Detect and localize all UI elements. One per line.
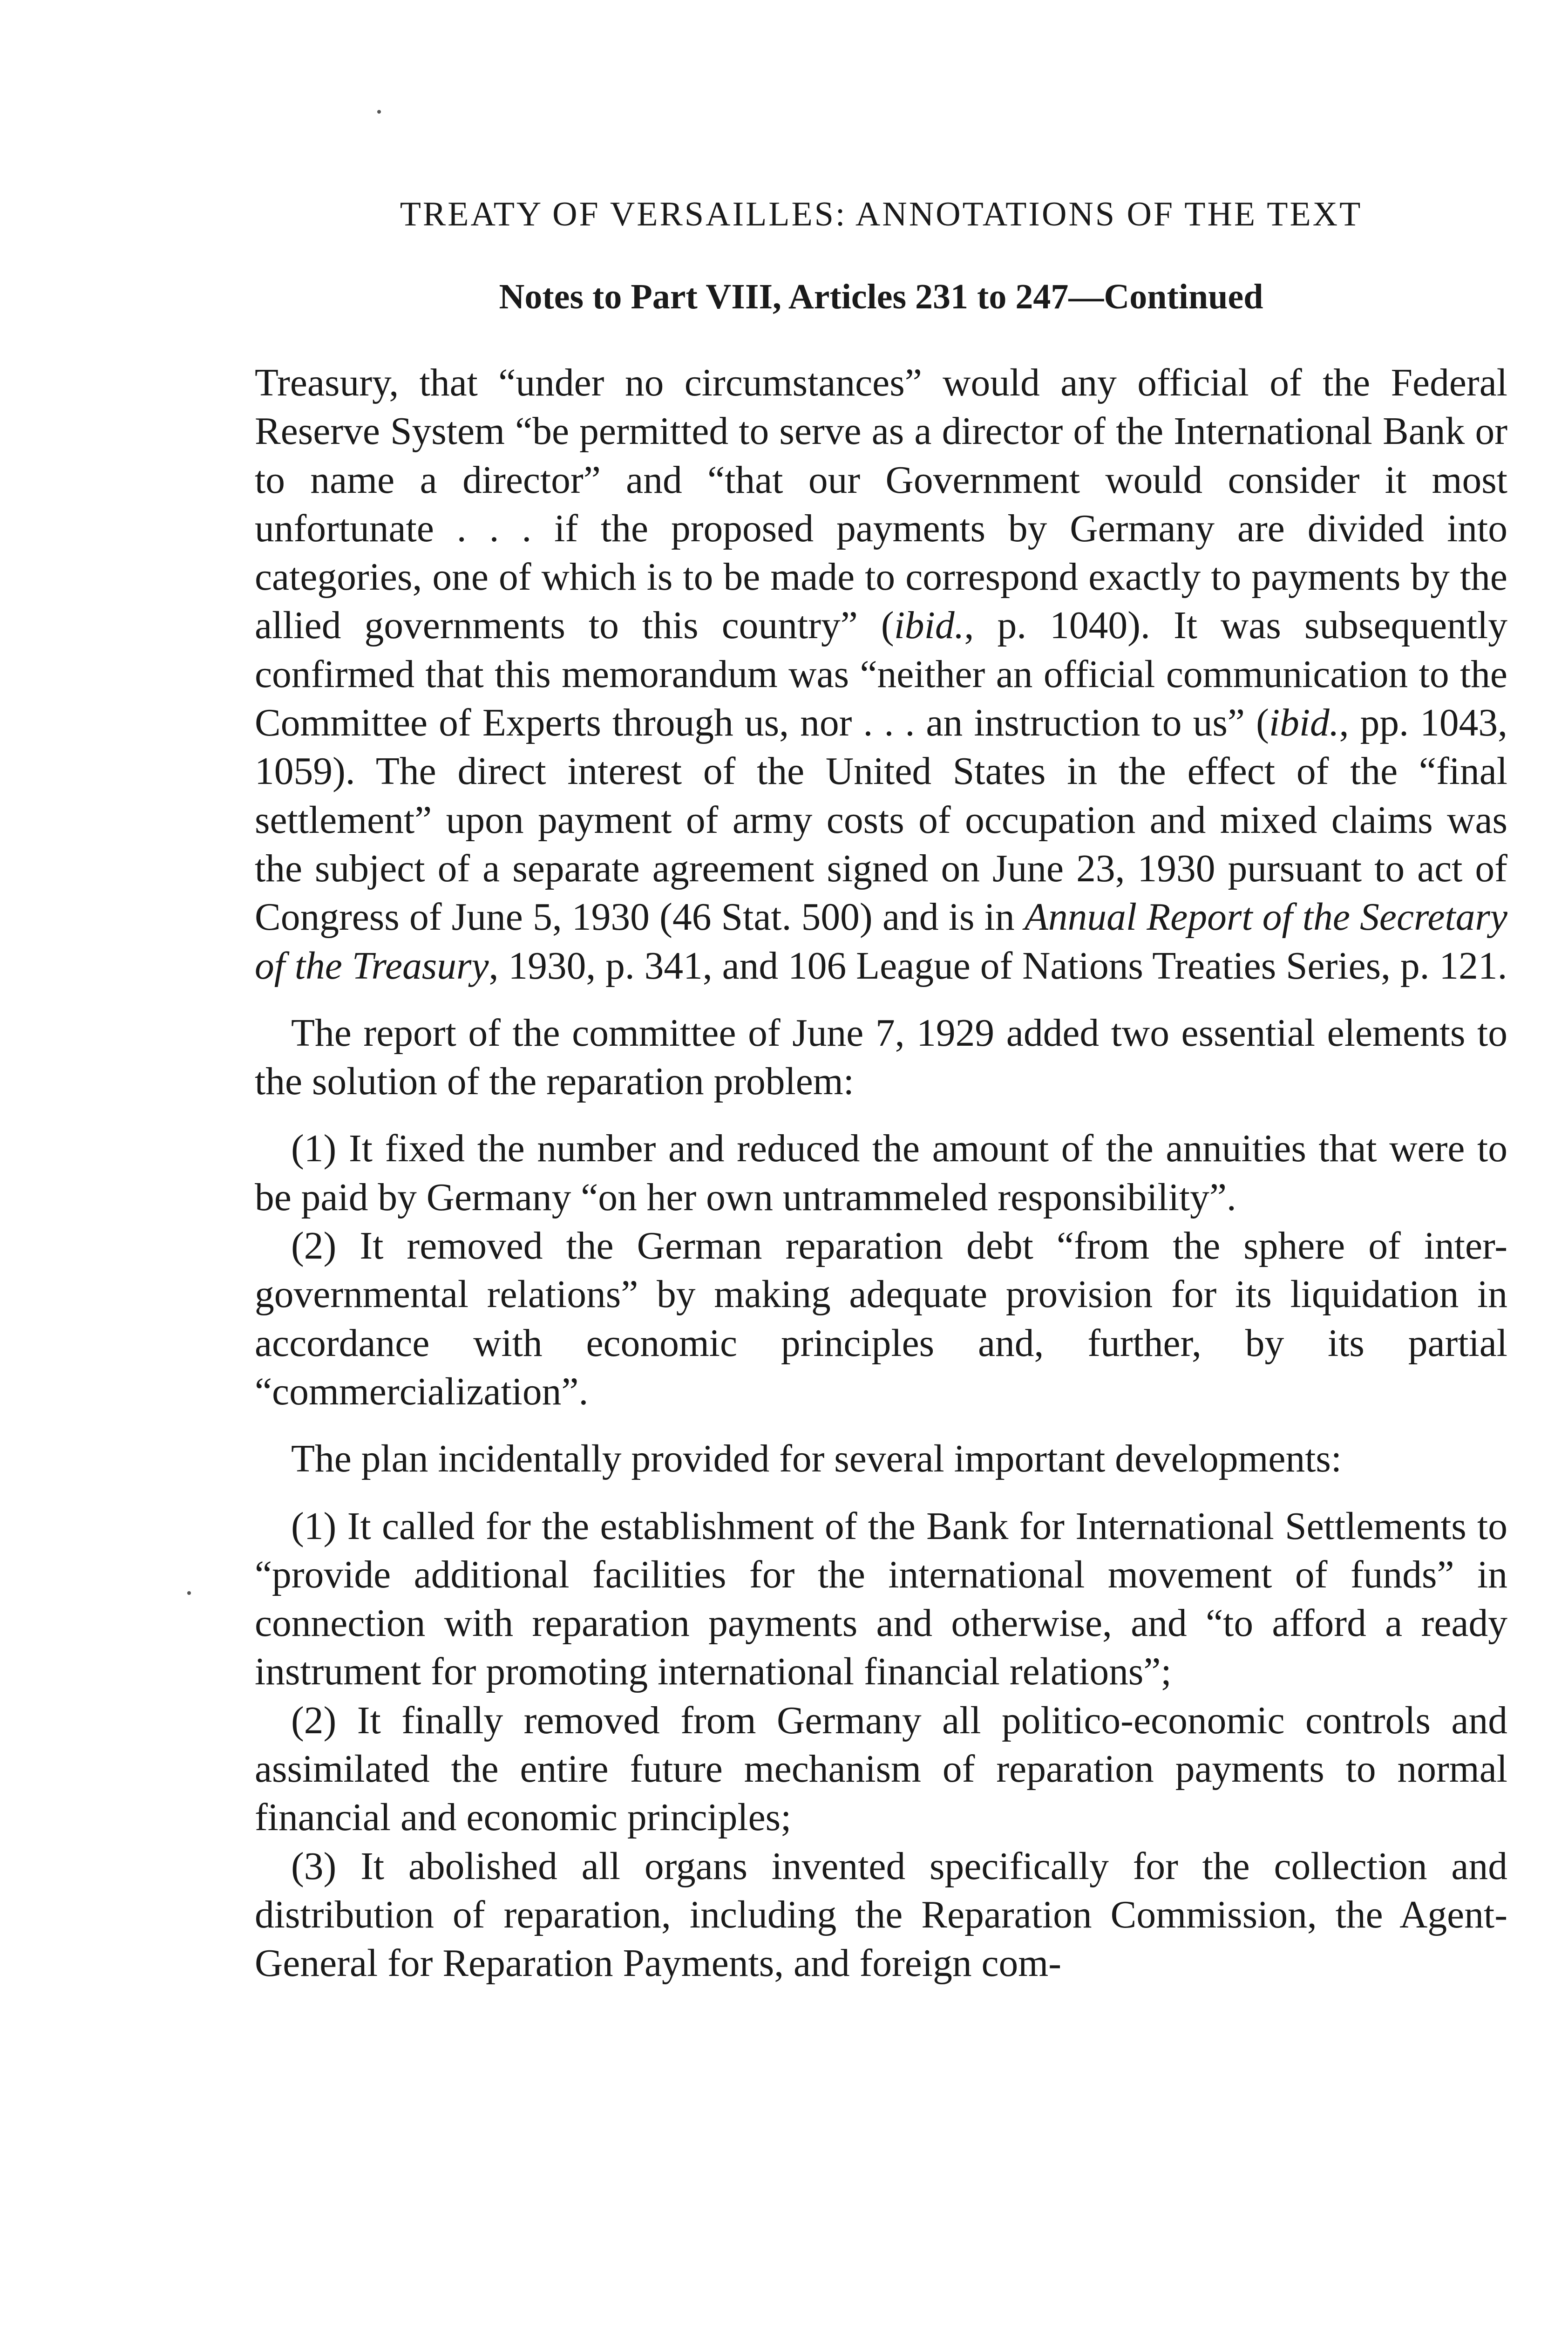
print-speck	[187, 1591, 191, 1595]
text-run: , pp. 1043, 1059). The direct interest of the United States in the effect of the “final settlement” upon payment of army costs of occupation and mixed claims was the subject of a separate agreement signed on June 23, 1930 pursuant to act of Congress of June 5, 1930 (46 Stat. 500) and is in	[255, 701, 1507, 939]
citation-ibid: ibid.	[1269, 701, 1339, 745]
citation-ibid: ibid.	[894, 604, 964, 647]
text-run: , p. 1040). It was subsequently confirmed that this memorandum was “neither an official communication to the Committee of Experts through us, nor . . . an instruction to us” (	[255, 604, 1507, 745]
list-item-1: (1) It fixed the number and reduced the amount of the annuities that were to be paid by Germany “on her own untrammeled responsibility”.	[255, 1127, 1507, 1219]
text-run: , 1930, p. 341, and 106 League of Nations Treaties Series, p. 121.	[489, 944, 1507, 987]
running-title: TREATY OF VERSAILLES: ANNOTATIONS OF THE TEXT	[400, 195, 1363, 233]
paragraph-report: The report of the committee of June 7, 1929 added two essential elements to the solution of the reparation problem:	[255, 1011, 1507, 1103]
body-text	[255, 359, 1507, 1988]
paragraph-plan: The plan incidentally provided for several important developments:	[291, 1437, 1342, 1481]
list-item-2: (2) It finally removed from Germany all politico-economic controls and assimilated the entire future mechanism of reparation payments to normal financial and economic principles;	[255, 1699, 1507, 1839]
paragraph-continued	[255, 359, 1507, 990]
citation-annual-report: Annual Report of the Secretary of the Treasury	[255, 896, 1507, 987]
section-title: Notes to Part VIII, Articles 231 to 247—Continued	[499, 277, 1263, 316]
list-item-2: (2) It removed the German reparation debt “from the sphere of inter-governmental relations” by making adequate provision for its liquidation in accordance with economic principles and, further, by its partial “commercialization”.	[255, 1225, 1507, 1413]
document-page	[255, 0, 1507, 2329]
text-run: Treasury, that “under no circumstances” would any official of the Federal Reserve System “be permitted to serve as a director of the International Bank or to name a director” and “that our Government would consider it most unfortunate . . . if the proposed payments by Germany are divided into categories, one of which is to be made to correspond exactly to payments by the allied governments to this country” (	[255, 361, 1507, 647]
list-item-3: (3) It abolished all organs invented specifically for the collection and distribution of reparation, including the Reparation Commission, the Agent-General for Reparation Payments, and foreign com-	[255, 1845, 1507, 1985]
list-item-1: (1) It called for the establishment of the Bank for International Settlements to “provide additional facilities for the international movement of funds” in connection with reparation payments and otherwise, and “to afford a ready instrument for promoting international financial relations”;	[255, 1505, 1507, 1694]
